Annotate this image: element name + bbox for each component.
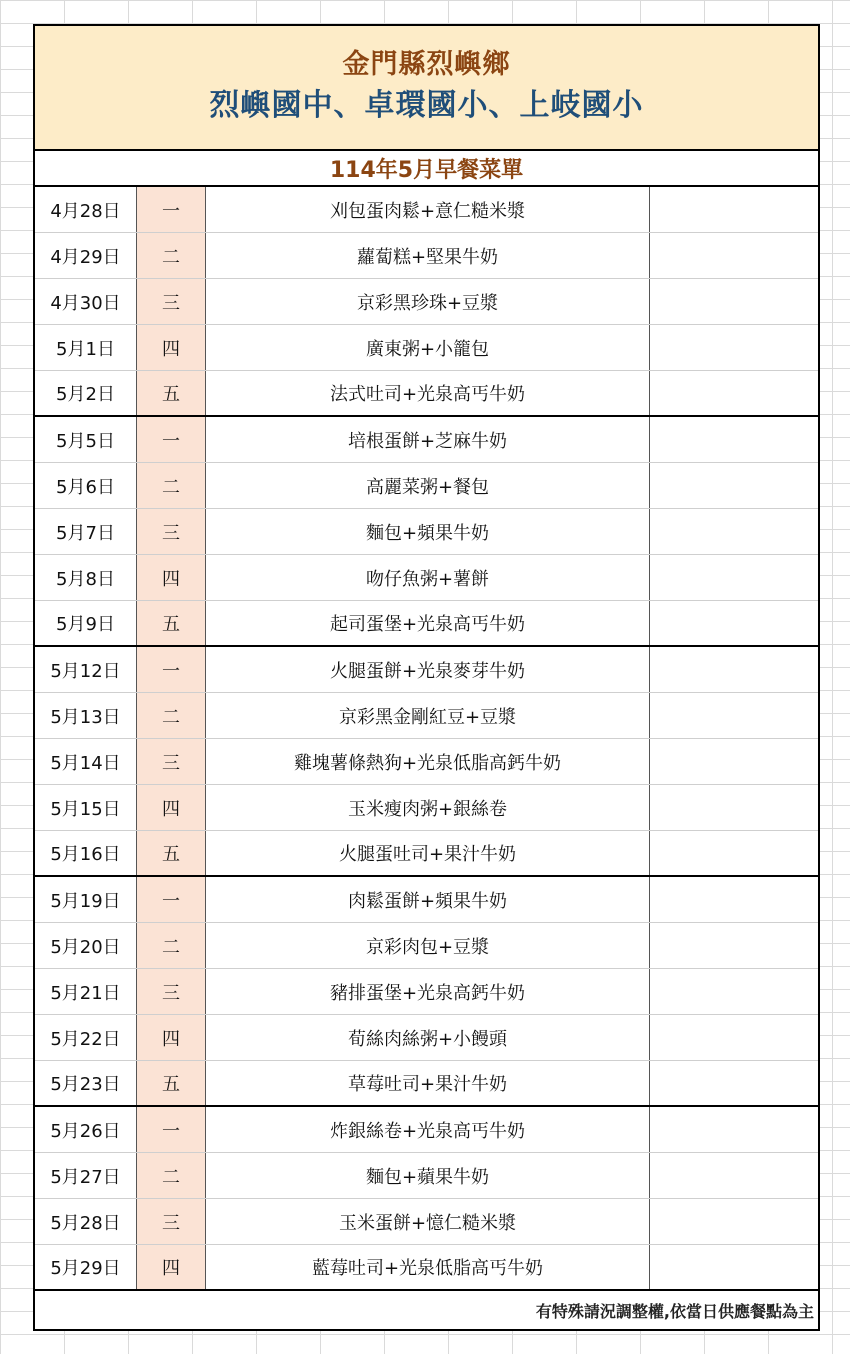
date-cell: 5月12日 (35, 647, 137, 692)
meal-cell: 培根蛋餅+芝麻牛奶 (206, 417, 650, 462)
date-cell: 5月5日 (35, 417, 137, 462)
weekday-cell: 五 (137, 1061, 206, 1105)
table-row (35, 831, 818, 877)
note-cell (650, 601, 818, 645)
date-cell: 5月21日 (35, 969, 137, 1014)
date-cell: 4月29日 (35, 233, 137, 278)
note-cell (650, 1015, 818, 1060)
weekday-cell: 二 (137, 463, 206, 508)
meal-cell: 蘿蔔糕+堅果牛奶 (206, 233, 650, 278)
weekday-cell: 二 (137, 693, 206, 738)
note-cell (650, 739, 818, 784)
date-cell: 5月22日 (35, 1015, 137, 1060)
table-row (35, 325, 818, 371)
table-row (35, 647, 818, 693)
date-cell: 5月27日 (35, 1153, 137, 1198)
meal-cell: 京彩肉包+豆漿 (206, 923, 650, 968)
meal-cell: 京彩黑金剛紅豆+豆漿 (206, 693, 650, 738)
weekday-cell: 五 (137, 831, 206, 875)
meal-cell: 雞塊薯條熱狗+光泉低脂高鈣牛奶 (206, 739, 650, 784)
weekday-cell: 四 (137, 1015, 206, 1060)
table-row (35, 1107, 818, 1153)
date-cell: 5月6日 (35, 463, 137, 508)
note-cell (650, 555, 818, 600)
date-cell: 5月14日 (35, 739, 137, 784)
date-cell: 5月7日 (35, 509, 137, 554)
date-cell: 5月9日 (35, 601, 137, 645)
table-row (35, 1153, 818, 1199)
note-cell (650, 647, 818, 692)
weekday-cell: 一 (137, 1107, 206, 1152)
meal-cell: 肉鬆蛋餅+頻果牛奶 (206, 877, 650, 922)
table-row (35, 785, 818, 831)
date-cell: 5月2日 (35, 371, 137, 415)
weekday-cell: 一 (137, 647, 206, 692)
note-cell (650, 417, 818, 462)
table-row (35, 601, 818, 647)
meal-cell: 草莓吐司+果汁牛奶 (206, 1061, 650, 1105)
note-cell (650, 785, 818, 830)
date-cell: 5月29日 (35, 1245, 137, 1289)
table-row (35, 923, 818, 969)
table-row (35, 463, 818, 509)
weekday-cell: 二 (137, 923, 206, 968)
note-cell (650, 969, 818, 1014)
weekday-cell: 三 (137, 279, 206, 324)
table-row (35, 1015, 818, 1061)
date-cell: 4月28日 (35, 187, 137, 232)
note-cell (650, 1245, 818, 1289)
meal-cell: 荀絲肉絲粥+小饅頭 (206, 1015, 650, 1060)
menu-title: 114年5月早餐菜單 (329, 157, 524, 183)
table-row (35, 1061, 818, 1107)
meal-cell: 京彩黑珍珠+豆漿 (206, 279, 650, 324)
note-cell (650, 1199, 818, 1244)
weekday-cell: 五 (137, 371, 206, 415)
weekday-cell: 二 (137, 1153, 206, 1198)
weekday-cell: 三 (137, 739, 206, 784)
note-cell (650, 509, 818, 554)
note-cell (650, 1061, 818, 1105)
header-block (35, 26, 818, 151)
date-cell: 5月28日 (35, 1199, 137, 1244)
weekday-cell: 三 (137, 1199, 206, 1244)
note-cell (650, 923, 818, 968)
table-row (35, 417, 818, 463)
county-title: 金門縣烈嶼鄉 (342, 48, 511, 80)
table-row (35, 969, 818, 1015)
weekday-cell: 五 (137, 601, 206, 645)
meal-cell: 法式吐司+光泉高丐牛奶 (206, 371, 650, 415)
note-cell (650, 371, 818, 415)
table-row (35, 1245, 818, 1291)
note-cell (650, 463, 818, 508)
note-cell (650, 1153, 818, 1198)
footer-note: 有特殊請況調整權,依當日供應餐點為主 (535, 1301, 814, 1321)
schools-title: 烈嶼國中、卓環國小、上岐國小 (209, 87, 644, 123)
menu-title-row (35, 151, 818, 187)
table-row (35, 279, 818, 325)
table-row (35, 693, 818, 739)
meal-cell: 高麗菜粥+餐包 (206, 463, 650, 508)
note-cell (650, 233, 818, 278)
meal-cell: 炸銀絲卷+光泉高丐牛奶 (206, 1107, 650, 1152)
weekday-cell: 四 (137, 555, 206, 600)
table-row (35, 739, 818, 785)
date-cell: 5月8日 (35, 555, 137, 600)
meal-cell: 吻仔魚粥+薯餅 (206, 555, 650, 600)
table-row (35, 877, 818, 923)
weekday-cell: 一 (137, 187, 206, 232)
date-cell: 5月15日 (35, 785, 137, 830)
table-row (35, 1199, 818, 1245)
table-row (35, 555, 818, 601)
date-cell: 5月20日 (35, 923, 137, 968)
meal-cell: 廣東粥+小籠包 (206, 325, 650, 370)
menu-sheet (33, 24, 820, 1331)
table-row (35, 371, 818, 417)
date-cell: 5月26日 (35, 1107, 137, 1152)
weekday-cell: 三 (137, 509, 206, 554)
date-cell: 5月19日 (35, 877, 137, 922)
weekday-cell: 四 (137, 785, 206, 830)
note-cell (650, 831, 818, 875)
meal-cell: 火腿蛋吐司+果汁牛奶 (206, 831, 650, 875)
meal-cell: 玉米蛋餅+憶仁糙米漿 (206, 1199, 650, 1244)
table-row (35, 233, 818, 279)
note-cell (650, 693, 818, 738)
note-cell (650, 325, 818, 370)
date-cell: 4月30日 (35, 279, 137, 324)
date-cell: 5月16日 (35, 831, 137, 875)
note-cell (650, 1107, 818, 1152)
meal-cell: 麵包+蘋果牛奶 (206, 1153, 650, 1198)
meal-cell: 刈包蛋肉鬆+意仁糙米漿 (206, 187, 650, 232)
meal-cell: 玉米瘦肉粥+銀絲卷 (206, 785, 650, 830)
menu-table (35, 187, 818, 1291)
weekday-cell: 二 (137, 233, 206, 278)
meal-cell: 起司蛋堡+光泉高丐牛奶 (206, 601, 650, 645)
date-cell: 5月1日 (35, 325, 137, 370)
table-row (35, 509, 818, 555)
meal-cell: 豬排蛋堡+光泉高鈣牛奶 (206, 969, 650, 1014)
weekday-cell: 四 (137, 1245, 206, 1289)
meal-cell: 火腿蛋餅+光泉麥芽牛奶 (206, 647, 650, 692)
note-cell (650, 877, 818, 922)
meal-cell: 麵包+頻果牛奶 (206, 509, 650, 554)
weekday-cell: 三 (137, 969, 206, 1014)
table-row (35, 187, 818, 233)
meal-cell: 藍莓吐司+光泉低脂高丐牛奶 (206, 1245, 650, 1289)
note-cell (650, 187, 818, 232)
date-cell: 5月13日 (35, 693, 137, 738)
weekday-cell: 一 (137, 417, 206, 462)
weekday-cell: 四 (137, 325, 206, 370)
date-cell: 5月23日 (35, 1061, 137, 1105)
weekday-cell: 一 (137, 877, 206, 922)
note-cell (650, 279, 818, 324)
footer-row (35, 1291, 818, 1329)
